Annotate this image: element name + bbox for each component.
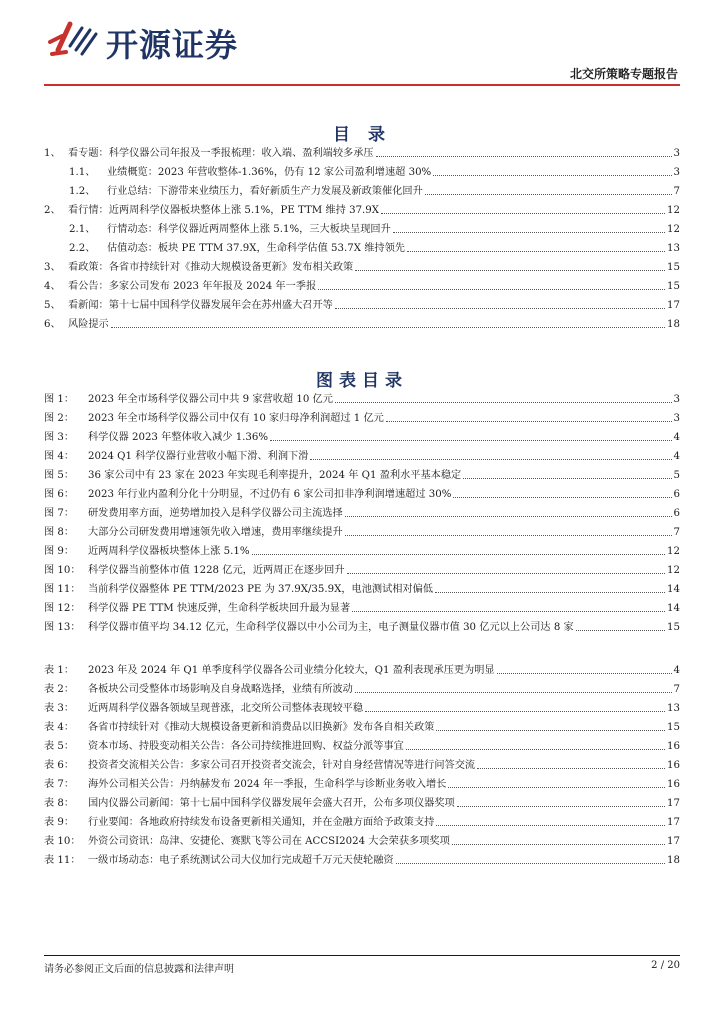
- entry-page: 6: [673, 508, 680, 519]
- entry-number: 图 1：: [44, 394, 75, 405]
- entry-page: 16: [667, 741, 680, 752]
- entry-number: 表 3：: [44, 703, 75, 714]
- entry-page: 16: [667, 779, 680, 790]
- entry-page: 7: [673, 186, 680, 197]
- dot-leader: [310, 459, 671, 460]
- entry-title: 当前科学仪器整体 PE TTM/2023 PE 为 37.9X/35.9X，电池测试相对偏低: [88, 584, 434, 595]
- dot-leader: [436, 825, 665, 826]
- toc-entry[interactable]: [44, 255, 680, 274]
- entry-page: 3: [673, 148, 680, 159]
- entry-title: 估值动态：板块 PE TTM 37.9X，生命科学估值 53.7X 维持领先: [107, 243, 405, 254]
- entry-page: 6: [673, 489, 680, 500]
- brand-logo-icon: [48, 16, 100, 60]
- entry-page: 17: [667, 300, 680, 311]
- dot-leader: [355, 270, 665, 271]
- toc-entry[interactable]: [44, 160, 680, 179]
- dot-leader: [463, 478, 671, 479]
- entry-title: 大部分公司研发费用增速领先收入增速，费用率继续提升: [88, 527, 343, 538]
- entry-number: 表 4：: [44, 722, 75, 733]
- entry-title: 36 家公司中有 23 家在 2023 年实现毛利率提升，2024 年 Q1 盈利水平基本稳定: [88, 470, 462, 481]
- entry-number: 表 1：: [44, 665, 75, 676]
- entry-page: 13: [667, 243, 680, 254]
- entry-number: 图 10：: [44, 565, 81, 576]
- entry-title: 资本市场、持股变动相关公告：各公司持续推进回购、权益分派等事宜: [88, 741, 404, 752]
- entry-number: 表 9：: [44, 817, 75, 828]
- entry-number: 2、: [44, 205, 61, 216]
- report-type-label: 北交所策略专题报告: [569, 67, 678, 81]
- entry-title: 2023 年全市场科学仪器公司中共 9 家营收超 10 亿元: [88, 394, 333, 405]
- entry-page: 12: [667, 565, 680, 576]
- entry-title: 近两周科学仪器板块整体上涨 5.1%: [88, 546, 250, 557]
- entry-number: 1.2、: [69, 186, 96, 197]
- entry-page: 15: [667, 262, 680, 273]
- footer-disclaimer: 请务必参阅正文后面的信息披露和法律声明: [44, 964, 234, 975]
- toc-entry[interactable]: [44, 236, 680, 255]
- figure-entry[interactable]: [44, 501, 680, 520]
- figure-entry[interactable]: [44, 482, 680, 501]
- entry-page: 7: [673, 684, 680, 695]
- figure-entry[interactable]: [44, 425, 680, 444]
- entry-page: 17: [667, 798, 680, 809]
- figure-entry[interactable]: [44, 539, 680, 558]
- dot-leader: [393, 232, 665, 233]
- entry-title: 看行情：近两周科学仪器板块整体上涨 5.1%，PE TTM 维持 37.9X: [68, 205, 380, 216]
- entry-title: 科学仪器市值平均 34.12 亿元，生命科学仪器以中小公司为主，电子测量仪器市值 30 亿元以上公司达 8 家: [88, 622, 574, 633]
- page-number: 2 / 20: [651, 960, 680, 971]
- dot-leader: [252, 554, 665, 555]
- dot-leader: [497, 673, 672, 674]
- entry-number: 表 8：: [44, 798, 75, 809]
- figure-entry[interactable]: [44, 444, 680, 463]
- dot-leader: [453, 497, 671, 498]
- dot-leader: [576, 630, 665, 631]
- entry-page: 14: [667, 603, 680, 614]
- entry-title: 看新闻：第十七届中国科学仪器发展年会在苏州盛大召开等: [68, 300, 333, 311]
- entry-page: 12: [667, 546, 680, 557]
- entry-page: 3: [673, 167, 680, 178]
- entry-page: 12: [667, 205, 680, 216]
- entry-title: 业绩概览：2023 年营收整体-1.36%，仍有 12 家公司盈利增速超 30%: [107, 167, 432, 178]
- toc-entry[interactable]: [44, 179, 680, 198]
- entry-number: 1.1、: [69, 167, 96, 178]
- figure-entry[interactable]: [44, 463, 680, 482]
- entry-title: 看专题：科学仪器公司年报及一季报梳理：收入端、盈利端较多承压: [68, 148, 374, 159]
- entry-number: 图 6：: [44, 489, 75, 500]
- entry-page: 3: [673, 394, 680, 405]
- entry-number: 2.1、: [69, 224, 96, 235]
- entry-page: 13: [667, 703, 680, 714]
- entry-number: 4、: [44, 281, 61, 292]
- entry-title: 海外公司相关公告：丹纳赫发布 2024 年一季报，生命科学与诊断业务收入增长: [88, 779, 447, 790]
- table-entry[interactable]: [44, 810, 680, 829]
- dot-leader: [386, 421, 672, 422]
- dot-leader: [381, 213, 665, 214]
- dot-leader: [407, 251, 665, 252]
- figure-entry[interactable]: [44, 596, 680, 615]
- dot-leader: [433, 175, 671, 176]
- entry-title: 行业要闻：各地政府持续发布设备更新相关通知，并在金融方面给予政策支持: [88, 817, 435, 828]
- page-header: [44, 0, 680, 86]
- table-entry[interactable]: [44, 734, 680, 753]
- dot-leader: [425, 194, 672, 195]
- dot-leader: [345, 516, 672, 517]
- dot-leader: [448, 787, 665, 788]
- entry-page: 7: [673, 527, 680, 538]
- table-entry[interactable]: [44, 753, 680, 772]
- entry-page: 18: [667, 319, 680, 330]
- entry-number: 表 11：: [44, 855, 81, 866]
- dot-leader: [335, 402, 672, 403]
- entry-number: 表 6：: [44, 760, 75, 771]
- entry-number: 图 9：: [44, 546, 75, 557]
- entry-number: 表 5：: [44, 741, 75, 752]
- dot-leader: [318, 289, 665, 290]
- table-entry[interactable]: [44, 772, 680, 791]
- entry-number: 图 3：: [44, 432, 75, 443]
- toc-title: 目 录: [333, 125, 391, 145]
- entry-number: 图 7：: [44, 508, 75, 519]
- toc-entry[interactable]: [44, 141, 680, 160]
- figure-entry[interactable]: [44, 577, 680, 596]
- entry-page: 15: [667, 281, 680, 292]
- entry-number: 图 5：: [44, 470, 75, 481]
- entry-page: 12: [667, 224, 680, 235]
- header-divider: [44, 84, 680, 86]
- figure-list: [44, 387, 680, 634]
- entry-title: 2023 年及 2024 年 Q1 单季度科学仪器各公司业绩分化较大，Q1 盈利表现承压更为明显: [88, 665, 495, 676]
- entry-number: 图 12：: [44, 603, 81, 614]
- dot-leader: [435, 592, 665, 593]
- entry-number: 图 11：: [44, 584, 81, 595]
- entry-title: 科学仪器 PE TTM 快速反弹，生命科学板块回升最为显著: [88, 603, 351, 614]
- dot-leader: [436, 730, 665, 731]
- dot-leader: [355, 692, 672, 693]
- toc-entry[interactable]: [44, 312, 680, 331]
- table-entry[interactable]: [44, 829, 680, 848]
- entry-title: 各省市持续针对《推动大规模设备更新和消费品以旧换新》发布各自相关政策: [88, 722, 435, 733]
- entry-number: 6、: [44, 319, 61, 330]
- entry-number: 图 8：: [44, 527, 75, 538]
- dot-leader: [270, 440, 671, 441]
- entry-title: 2024 Q1 科学仪器行业营收小幅下滑、利润下滑: [88, 451, 309, 462]
- entry-page: 16: [667, 760, 680, 771]
- figure-entry[interactable]: [44, 615, 680, 634]
- entry-title: 行业总结：下游带来业绩压力，看好新质生产力发展及新政策催化回升: [107, 186, 423, 197]
- entry-page: 5: [673, 470, 680, 481]
- figure-entry[interactable]: [44, 387, 680, 406]
- table-entry[interactable]: [44, 715, 680, 734]
- entry-title: 国内仪器公司新闻：第十七届中国科学仪器发展年会盛大召开，公布多项仪器奖项: [88, 798, 455, 809]
- toc-entry[interactable]: [44, 198, 680, 217]
- figure-entry[interactable]: [44, 520, 680, 539]
- figures-title: 图表目录: [316, 371, 408, 391]
- entry-title: 近两周科学仪器各领域呈现普涨，北交所公司整体表现较平稳: [88, 703, 364, 714]
- entry-title: 科学仪器当前整体市值 1228 亿元，近两周正在逐步回升: [88, 565, 345, 576]
- entry-page: 4: [673, 665, 680, 676]
- entry-title: 投资者交流相关公告：多家公司召开投资者交流会，针对自身经营情况等进行问答交流: [88, 760, 476, 771]
- entry-title: 各板块公司受整体市场影响及自身战略选择，业绩有所波动: [88, 684, 353, 695]
- entry-page: 15: [667, 722, 680, 733]
- brand-name: 开源证券: [106, 26, 239, 64]
- table-list: [44, 658, 680, 867]
- entry-page: 17: [667, 836, 680, 847]
- dot-leader: [352, 611, 665, 612]
- dot-leader: [406, 749, 665, 750]
- dot-leader: [111, 327, 665, 328]
- entry-number: 表 2：: [44, 684, 75, 695]
- entry-number: 3、: [44, 262, 61, 273]
- brand-logo: [48, 16, 278, 62]
- dot-leader: [345, 535, 672, 536]
- entry-number: 图 2：: [44, 413, 75, 424]
- entry-title: 看公告：多家公司发布 2023 年年报及 2024 年一季报: [68, 281, 317, 292]
- entry-title: 行情动态：科学仪器近两周整体上涨 5.1%，三大板块呈现回升: [107, 224, 391, 235]
- entry-title: 看政策：各省市持续针对《推动大规模设备更新》发布相关政策: [68, 262, 354, 273]
- entry-page: 15: [667, 622, 680, 633]
- table-entry[interactable]: [44, 848, 680, 867]
- entry-page: 14: [667, 584, 680, 595]
- table-entry[interactable]: [44, 658, 680, 677]
- entry-title: 风险提示: [68, 319, 109, 330]
- table-entry[interactable]: [44, 696, 680, 715]
- figure-entry[interactable]: [44, 406, 680, 425]
- figure-entry[interactable]: [44, 558, 680, 577]
- entry-title: 研发费用率方面，逆势增加投入是科学仪器公司主流选择: [88, 508, 343, 519]
- entry-number: 2.2、: [69, 243, 96, 254]
- dot-leader: [457, 806, 665, 807]
- toc-entry[interactable]: [44, 274, 680, 293]
- entry-title: 外资公司资讯：岛津、安捷伦、赛默飞等公司在 ACCSI2024 大会荣获多项奖项: [88, 836, 450, 847]
- table-entry[interactable]: [44, 791, 680, 810]
- entry-page: 3: [673, 413, 680, 424]
- entry-page: 17: [667, 817, 680, 828]
- entry-number: 图 13：: [44, 622, 81, 633]
- entry-title: 2023 年行业内盈利分化十分明显，不过仍有 6 家公司扣非净利润增速超过 30%: [88, 489, 452, 500]
- entry-page: 4: [673, 432, 680, 443]
- dot-leader: [376, 156, 672, 157]
- dot-leader: [335, 308, 665, 309]
- toc-entry[interactable]: [44, 217, 680, 236]
- dot-leader: [365, 711, 665, 712]
- toc-entry[interactable]: [44, 293, 680, 312]
- dot-leader: [477, 768, 665, 769]
- entry-page: 18: [667, 855, 680, 866]
- table-entry[interactable]: [44, 677, 680, 696]
- entry-number: 图 4：: [44, 451, 75, 462]
- entry-page: 4: [673, 451, 680, 462]
- entry-number: 表 7：: [44, 779, 75, 790]
- dot-leader: [452, 844, 665, 845]
- dot-leader: [396, 863, 665, 864]
- footer-divider: [44, 955, 680, 956]
- dot-leader: [347, 573, 666, 574]
- entry-title: 科学仪器 2023 年整体收入减少 1.36%: [88, 432, 269, 443]
- entry-title: 一级市场动态：电子系统测试公司大仪加行完成超千万元天使轮融资: [88, 855, 394, 866]
- toc-list: [44, 141, 680, 331]
- entry-title: 2023 年全市场科学仪器公司中仅有 10 家归母净利润超过 1 亿元: [88, 413, 384, 424]
- entry-number: 表 10：: [44, 836, 81, 847]
- entry-number: 5、: [44, 300, 61, 311]
- entry-number: 1、: [44, 148, 61, 159]
